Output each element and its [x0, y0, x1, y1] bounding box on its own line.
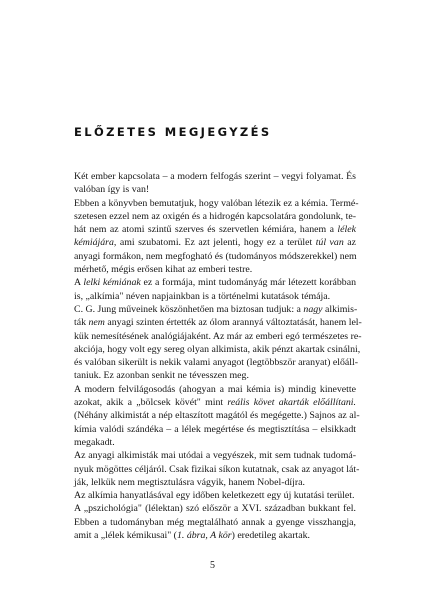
- text-line: [74, 356, 359, 369]
- italic-text: túl van: [315, 237, 344, 249]
- text-segment: kük nemesítésének analógiájaként. Az már az emberi egó természetes re-: [74, 330, 362, 342]
- text-line: [74, 449, 356, 462]
- text-segment: megakadt.: [74, 436, 115, 448]
- text-segment: taniuk. Ez azonban senkit ne tévesszen meg.: [74, 370, 249, 382]
- text-segment: ták: [74, 317, 89, 329]
- text-segment: (Néhány alkimistát a nép eltaszított magától és megégette.) Sajnos az al-: [74, 410, 360, 422]
- text-segment: is, „alkímia" néven napjainkban is a történelmi kutatások témája.: [74, 290, 331, 302]
- text-segment: mérhető, mégis erősen kihat az emberi testre.: [74, 264, 253, 276]
- italic-text: 1. ábra, A kör: [176, 530, 232, 542]
- italic-text: lelki kémiának: [83, 277, 141, 289]
- text-line: [74, 369, 356, 382]
- text-line: [74, 463, 360, 476]
- text-line: [74, 330, 362, 343]
- italic-text: lélek: [337, 224, 356, 236]
- text-segment: ) eredetileg akartak.: [231, 530, 311, 542]
- text-segment: Az alkímia hanyatlásával egy időben keletkezett egy új kutatási terület.: [74, 490, 355, 502]
- text-segment: A modern felvilágosodás (ahogyan a mai kémia is) mindig kinevette: [74, 383, 356, 395]
- text-line: [74, 423, 356, 436]
- text-segment: anyagi formákon, nem megfogható és (tudományos módszerekkel) nem: [74, 250, 357, 262]
- italic-text: nem: [88, 317, 105, 329]
- text-segment: Ebben a tudományban még megtalálható annak a gyenge visszhangja,: [74, 516, 356, 528]
- text-line: [74, 502, 356, 515]
- text-line: [74, 476, 356, 489]
- text-segment: amit a „lélek kémikusai" (: [74, 530, 177, 542]
- text-line: [74, 197, 359, 210]
- italic-text: kémiájára: [74, 237, 114, 249]
- text-segment: alkimis-: [322, 303, 358, 315]
- text-line: [74, 396, 356, 409]
- text-segment: kímia valódi szándéka – a lélek megértése és megtisztítása – elsikkadt: [74, 423, 356, 435]
- text-line: [74, 316, 362, 329]
- text-segment: A „pszichológia" (lélektan) szó először a XVI. században bukkant fel.: [74, 503, 356, 515]
- text-line: [74, 383, 356, 396]
- text-line: [74, 343, 361, 356]
- text-segment: , ami szubatomi. Ez azt jelenti, hogy ez a terület: [113, 237, 316, 249]
- text-line: [74, 276, 356, 289]
- text-line: [74, 529, 356, 542]
- text-segment: szetesen ezzel nem az oxigén és a hidrogén kapcsolatára gondolunk, te-: [74, 210, 356, 222]
- text-segment: Ebben a könyvben bemutatjuk, hogy valóban létezik ez a kémia. Termé-: [74, 197, 359, 209]
- text-line: [74, 409, 360, 422]
- italic-text: reális követ akarták előállítani.: [227, 397, 357, 409]
- text-segment: A: [74, 277, 84, 289]
- text-segment: azokat, akik a „bölcsek kövét" mint: [74, 397, 228, 409]
- page-number: 5: [210, 560, 215, 571]
- text-line: [74, 489, 356, 502]
- text-line: [74, 290, 356, 303]
- text-line: [74, 236, 356, 249]
- text-segment: C. G. Jung műveinek köszönhetően ma biztosan tudjuk: a: [74, 303, 304, 315]
- text-segment: és valóban sikerült is nekik valami anyagot (legtöbbször aranyat) előáll-: [74, 357, 359, 369]
- text-segment: az: [343, 237, 356, 249]
- text-line: [74, 263, 356, 276]
- text-segment: Két ember kapcsolata – a modern felfogás szerint – vegyi folyamat. És: [74, 171, 356, 182]
- text-segment: akciója, hogy volt egy sereg olyan alkimista, akik pénzt akartak csinálni,: [74, 343, 361, 355]
- text-segment: Az anyagi alkimisták mai utódai a vegyészek, mit sem tudnak tudomá-: [74, 450, 356, 462]
- text-line: [74, 183, 356, 196]
- text-segment: hát nem az atomi szintű szerves és szervetlen kémiára, hanem a: [74, 224, 338, 236]
- chapter-heading: ELŐZETES MEGJEGYZÉS: [74, 125, 272, 139]
- text-segment: nyuk mögöttes céljáról. Csak fizikai síkon kutatnak, csak az anyagot lát-: [74, 463, 360, 475]
- text-line: [74, 516, 356, 529]
- body-text: [74, 170, 362, 542]
- text-line: [74, 250, 356, 263]
- italic-text: nagy: [303, 303, 323, 315]
- text-line: [74, 436, 356, 449]
- text-line: [74, 303, 356, 316]
- text-segment: anyagi szinten értették az ólom arannyá változtatását, hanem lel-: [104, 317, 362, 329]
- text-line: [74, 223, 356, 236]
- text-segment: valóban így is van!: [74, 184, 150, 196]
- text-line: [74, 170, 356, 183]
- text-segment: ez a formája, mint tudományág már létezett korábban: [140, 277, 357, 289]
- text-line: [74, 210, 356, 223]
- text-segment: ják, lelkük nem megtisztulásra vágyik, hanem Nobel-díjra.: [74, 476, 305, 488]
